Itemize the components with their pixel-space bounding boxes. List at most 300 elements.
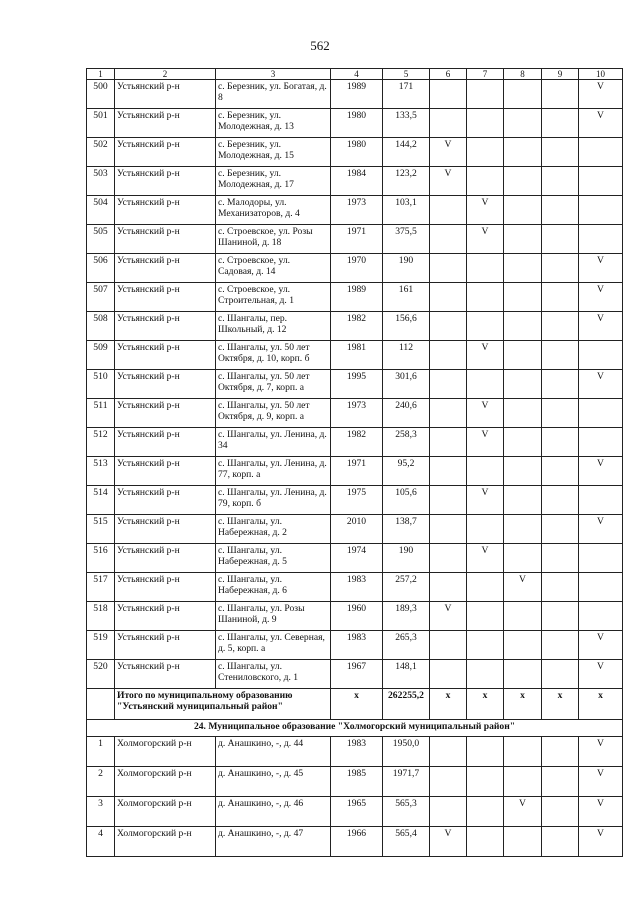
cell-c9 bbox=[542, 767, 579, 797]
cell-c9 bbox=[542, 225, 579, 254]
cell-address: с. Шангалы, ул. 50 лет Октября, д. 9, корп. а bbox=[216, 399, 331, 428]
cell-year: 1983 bbox=[331, 737, 383, 767]
table-row bbox=[87, 515, 623, 544]
cell-area: 103,1 bbox=[383, 196, 430, 225]
cell-c7: V bbox=[467, 225, 504, 254]
cell-area: 189,3 bbox=[383, 602, 430, 631]
cell-c10: V bbox=[579, 797, 623, 827]
cell-area: 123,2 bbox=[383, 167, 430, 196]
cell-address: с. Шангалы, ул. Ленина, д. 34 bbox=[216, 428, 331, 457]
cell-c9 bbox=[542, 486, 579, 515]
cell-address: с. Шангалы, ул. Северная, д. 5, корп. а bbox=[216, 631, 331, 660]
cell-c6 bbox=[430, 767, 467, 797]
cell-c7 bbox=[467, 80, 504, 109]
cell-address: с. Шангалы, ул. Ленина, д. 79, корп. б bbox=[216, 486, 331, 515]
cell-year: 1966 bbox=[331, 827, 383, 857]
cell-area: 265,3 bbox=[383, 631, 430, 660]
table-row bbox=[87, 660, 623, 689]
cell-c8 bbox=[504, 312, 542, 341]
table-row bbox=[87, 312, 623, 341]
cell-c7 bbox=[467, 109, 504, 138]
cell-c7: V bbox=[467, 544, 504, 573]
cell-n: 512 bbox=[87, 428, 115, 457]
cell-c6 bbox=[430, 544, 467, 573]
cell-n: 509 bbox=[87, 341, 115, 370]
table-row bbox=[87, 109, 623, 138]
column-header: 1 bbox=[87, 69, 115, 80]
cell-empty bbox=[87, 689, 115, 720]
cell-c10: V bbox=[579, 631, 623, 660]
cell-year: 1982 bbox=[331, 428, 383, 457]
cell-address: д. Анашкино, -, д. 46 bbox=[216, 797, 331, 827]
cell-n: 518 bbox=[87, 602, 115, 631]
cell-c7 bbox=[467, 283, 504, 312]
cell-year: 1975 bbox=[331, 486, 383, 515]
cell-n: 500 bbox=[87, 80, 115, 109]
cell-area: 133,5 bbox=[383, 109, 430, 138]
cell-district: Устьянский р-н bbox=[115, 486, 216, 515]
cell-c8 bbox=[504, 827, 542, 857]
cell-district: Устьянский р-н bbox=[115, 660, 216, 689]
cell-c8 bbox=[504, 660, 542, 689]
table-row bbox=[87, 573, 623, 602]
cell-c8 bbox=[504, 370, 542, 399]
cell-n: 510 bbox=[87, 370, 115, 399]
cell-address: д. Анашкино, -, д. 45 bbox=[216, 767, 331, 797]
cell-c9 bbox=[542, 312, 579, 341]
cell-district: Холмогорский р-н bbox=[115, 737, 216, 767]
cell-n: 511 bbox=[87, 399, 115, 428]
cell-area: 1950,0 bbox=[383, 737, 430, 767]
cell-c6 bbox=[430, 573, 467, 602]
cell-c6 bbox=[430, 341, 467, 370]
cell-c6 bbox=[430, 631, 467, 660]
table-row bbox=[87, 827, 623, 857]
cell-n: 517 bbox=[87, 573, 115, 602]
cell-c6 bbox=[430, 457, 467, 486]
cell-district: Устьянский р-н bbox=[115, 283, 216, 312]
cell-district: Устьянский р-н bbox=[115, 167, 216, 196]
cell-c6 bbox=[430, 312, 467, 341]
table-row bbox=[87, 602, 623, 631]
cell-address: с. Малодоры, ул. Механизаторов, д. 4 bbox=[216, 196, 331, 225]
cell-c7 bbox=[467, 370, 504, 399]
cell-district: Устьянский р-н bbox=[115, 602, 216, 631]
cell-area: 105,6 bbox=[383, 486, 430, 515]
cell-year: 1980 bbox=[331, 109, 383, 138]
cell-c7 bbox=[467, 660, 504, 689]
table-row bbox=[87, 737, 623, 767]
cell-year: 1971 bbox=[331, 457, 383, 486]
cell-district: Устьянский р-н bbox=[115, 428, 216, 457]
cell-year: 1974 bbox=[331, 544, 383, 573]
column-header: 5 bbox=[383, 69, 430, 80]
table-row bbox=[87, 80, 623, 109]
cell-c6: V bbox=[430, 827, 467, 857]
cell-c7: V bbox=[467, 486, 504, 515]
cell-year: 1995 bbox=[331, 370, 383, 399]
cell-c9 bbox=[542, 370, 579, 399]
cell-district: Устьянский р-н bbox=[115, 80, 216, 109]
cell-c9 bbox=[542, 254, 579, 283]
cell-area: 190 bbox=[383, 254, 430, 283]
cell-c10 bbox=[579, 399, 623, 428]
cell-c8: V bbox=[504, 573, 542, 602]
cell-c9 bbox=[542, 196, 579, 225]
cell-c6 bbox=[430, 370, 467, 399]
column-header: 6 bbox=[430, 69, 467, 80]
total-label: Итого по муниципальному образованию "Устьянский муниципальный район" bbox=[115, 689, 331, 720]
cell-c7 bbox=[467, 797, 504, 827]
cell-area: 148,1 bbox=[383, 660, 430, 689]
cell-c8 bbox=[504, 341, 542, 370]
table-row bbox=[87, 797, 623, 827]
cell-address: д. Анашкино, -, д. 44 bbox=[216, 737, 331, 767]
cell-year: 1973 bbox=[331, 399, 383, 428]
cell-c9 bbox=[542, 167, 579, 196]
cell-area: 156,6 bbox=[383, 312, 430, 341]
cell-c6 bbox=[430, 109, 467, 138]
cell-c7: V bbox=[467, 341, 504, 370]
cell-district: Устьянский р-н bbox=[115, 370, 216, 399]
cell-address: с. Шангалы, пер. Школьный, д. 12 bbox=[216, 312, 331, 341]
total-year: x bbox=[331, 689, 383, 720]
cell-address: с. Березник, ул. Молодежная, д. 17 bbox=[216, 167, 331, 196]
cell-c9 bbox=[542, 737, 579, 767]
cell-district: Холмогорский р-н bbox=[115, 767, 216, 797]
cell-c7 bbox=[467, 138, 504, 167]
cell-n: 501 bbox=[87, 109, 115, 138]
cell-c6 bbox=[430, 399, 467, 428]
cell-year: 1983 bbox=[331, 573, 383, 602]
total-c6: x bbox=[430, 689, 467, 720]
cell-c8 bbox=[504, 254, 542, 283]
cell-c6 bbox=[430, 283, 467, 312]
cell-c6 bbox=[430, 797, 467, 827]
cell-c9 bbox=[542, 797, 579, 827]
table-row bbox=[87, 138, 623, 167]
cell-year: 2010 bbox=[331, 515, 383, 544]
table-row bbox=[87, 283, 623, 312]
cell-n: 516 bbox=[87, 544, 115, 573]
cell-district: Устьянский р-н bbox=[115, 196, 216, 225]
total-c8: x bbox=[504, 689, 542, 720]
cell-area: 565,4 bbox=[383, 827, 430, 857]
cell-c10: V bbox=[579, 109, 623, 138]
cell-c8 bbox=[504, 631, 542, 660]
cell-n: 508 bbox=[87, 312, 115, 341]
cell-n: 513 bbox=[87, 457, 115, 486]
cell-c9 bbox=[542, 399, 579, 428]
cell-address: с. Шангалы, ул. Розы Шаниной, д. 9 bbox=[216, 602, 331, 631]
cell-c10 bbox=[579, 544, 623, 573]
cell-n: 502 bbox=[87, 138, 115, 167]
total-c9: x bbox=[542, 689, 579, 720]
column-header: 3 bbox=[216, 69, 331, 80]
cell-c7 bbox=[467, 312, 504, 341]
cell-c6 bbox=[430, 486, 467, 515]
cell-c7: V bbox=[467, 399, 504, 428]
cell-district: Устьянский р-н bbox=[115, 399, 216, 428]
cell-c6: V bbox=[430, 167, 467, 196]
cell-n: 506 bbox=[87, 254, 115, 283]
cell-c8 bbox=[504, 399, 542, 428]
total-area: 262255,2 bbox=[383, 689, 430, 720]
cell-year: 1989 bbox=[331, 283, 383, 312]
cell-year: 1985 bbox=[331, 767, 383, 797]
cell-c10 bbox=[579, 196, 623, 225]
table-row bbox=[87, 196, 623, 225]
cell-year: 1970 bbox=[331, 254, 383, 283]
cell-c6 bbox=[430, 660, 467, 689]
cell-address: с. Строевское, ул. Строительная, д. 1 bbox=[216, 283, 331, 312]
cell-c8 bbox=[504, 167, 542, 196]
cell-c10 bbox=[579, 138, 623, 167]
cell-district: Устьянский р-н bbox=[115, 254, 216, 283]
cell-c7 bbox=[467, 737, 504, 767]
cell-c6 bbox=[430, 515, 467, 544]
cell-address: с. Шангалы, ул. Набережная, д. 5 bbox=[216, 544, 331, 573]
table-row bbox=[87, 486, 623, 515]
section-title: 24. Муниципальное образование "Холмогорский муниципальный район" bbox=[87, 720, 623, 737]
cell-c7 bbox=[467, 254, 504, 283]
cell-address: с. Шангалы, ул. 50 лет Октября, д. 10, корп. б bbox=[216, 341, 331, 370]
cell-c8 bbox=[504, 428, 542, 457]
cell-c8 bbox=[504, 515, 542, 544]
cell-year: 1980 bbox=[331, 138, 383, 167]
cell-c9 bbox=[542, 602, 579, 631]
total-c10: x bbox=[579, 689, 623, 720]
cell-district: Устьянский р-н bbox=[115, 573, 216, 602]
cell-n: 3 bbox=[87, 797, 115, 827]
cell-c10: V bbox=[579, 660, 623, 689]
cell-c10: V bbox=[579, 283, 623, 312]
total-c7: x bbox=[467, 689, 504, 720]
column-header: 9 bbox=[542, 69, 579, 80]
cell-c6 bbox=[430, 428, 467, 457]
cell-year: 1982 bbox=[331, 312, 383, 341]
cell-address: с. Шангалы, ул. 50 лет Октября, д. 7, корп. а bbox=[216, 370, 331, 399]
cell-area: 301,6 bbox=[383, 370, 430, 399]
cell-c8 bbox=[504, 196, 542, 225]
cell-c9 bbox=[542, 573, 579, 602]
cell-c9 bbox=[542, 109, 579, 138]
total-row bbox=[87, 689, 623, 720]
cell-c7 bbox=[467, 602, 504, 631]
table-row bbox=[87, 254, 623, 283]
cell-c9 bbox=[542, 80, 579, 109]
cell-c10: V bbox=[579, 737, 623, 767]
cell-district: Устьянский р-н bbox=[115, 457, 216, 486]
cell-c6: V bbox=[430, 138, 467, 167]
cell-c9 bbox=[542, 544, 579, 573]
cell-c8: V bbox=[504, 797, 542, 827]
cell-c7 bbox=[467, 767, 504, 797]
cell-n: 507 bbox=[87, 283, 115, 312]
cell-c7 bbox=[467, 631, 504, 660]
cell-c10 bbox=[579, 167, 623, 196]
cell-n: 515 bbox=[87, 515, 115, 544]
cell-c8 bbox=[504, 602, 542, 631]
cell-c10 bbox=[579, 602, 623, 631]
cell-c8 bbox=[504, 486, 542, 515]
cell-c10 bbox=[579, 225, 623, 254]
cell-c7 bbox=[467, 515, 504, 544]
cell-area: 1971,7 bbox=[383, 767, 430, 797]
cell-address: с. Шангалы, ул. Набережная, д. 6 bbox=[216, 573, 331, 602]
cell-c10: V bbox=[579, 827, 623, 857]
cell-c7 bbox=[467, 167, 504, 196]
cell-address: с. Шангалы, ул. Ленина, д. 77, корп. а bbox=[216, 457, 331, 486]
cell-district: Устьянский р-н bbox=[115, 312, 216, 341]
cell-area: 240,6 bbox=[383, 399, 430, 428]
cell-c10 bbox=[579, 573, 623, 602]
cell-area: 565,3 bbox=[383, 797, 430, 827]
cell-area: 138,7 bbox=[383, 515, 430, 544]
cell-c8 bbox=[504, 109, 542, 138]
cell-district: Устьянский р-н bbox=[115, 109, 216, 138]
cell-c10: V bbox=[579, 515, 623, 544]
cell-c9 bbox=[542, 457, 579, 486]
cell-year: 1981 bbox=[331, 341, 383, 370]
cell-year: 1983 bbox=[331, 631, 383, 660]
column-header: 4 bbox=[331, 69, 383, 80]
cell-c10 bbox=[579, 428, 623, 457]
cell-c8 bbox=[504, 225, 542, 254]
cell-c10 bbox=[579, 341, 623, 370]
cell-c6 bbox=[430, 196, 467, 225]
cell-n: 504 bbox=[87, 196, 115, 225]
cell-c8 bbox=[504, 737, 542, 767]
cell-area: 95,2 bbox=[383, 457, 430, 486]
cell-n: 520 bbox=[87, 660, 115, 689]
cell-c8 bbox=[504, 544, 542, 573]
cell-area: 171 bbox=[383, 80, 430, 109]
cell-c10: V bbox=[579, 312, 623, 341]
table-row bbox=[87, 544, 623, 573]
cell-address: с. Березник, ул. Молодежная, д. 15 bbox=[216, 138, 331, 167]
table-row bbox=[87, 767, 623, 797]
cell-n: 514 bbox=[87, 486, 115, 515]
cell-n: 503 bbox=[87, 167, 115, 196]
cell-area: 257,2 bbox=[383, 573, 430, 602]
cell-c9 bbox=[542, 341, 579, 370]
cell-c10: V bbox=[579, 457, 623, 486]
cell-area: 375,5 bbox=[383, 225, 430, 254]
cell-n: 2 bbox=[87, 767, 115, 797]
cell-n: 505 bbox=[87, 225, 115, 254]
cell-c10: V bbox=[579, 80, 623, 109]
cell-address: с. Березник, ул. Богатая, д. 8 bbox=[216, 80, 331, 109]
cell-c9 bbox=[542, 428, 579, 457]
cell-year: 1960 bbox=[331, 602, 383, 631]
table-row bbox=[87, 428, 623, 457]
cell-c9 bbox=[542, 138, 579, 167]
cell-c6 bbox=[430, 225, 467, 254]
cell-district: Устьянский р-н bbox=[115, 544, 216, 573]
cell-address: с. Строевское, ул. Розы Шаниной, д. 18 bbox=[216, 225, 331, 254]
cell-year: 1984 bbox=[331, 167, 383, 196]
cell-c10 bbox=[579, 486, 623, 515]
column-header: 8 bbox=[504, 69, 542, 80]
cell-district: Устьянский р-н bbox=[115, 225, 216, 254]
cell-area: 112 bbox=[383, 341, 430, 370]
page-number: 562 bbox=[310, 38, 330, 53]
cell-address: с. Строевское, ул. Садовая, д. 14 bbox=[216, 254, 331, 283]
cell-district: Холмогорский р-н bbox=[115, 827, 216, 857]
cell-c7 bbox=[467, 457, 504, 486]
cell-address: д. Анашкино, -, д. 47 bbox=[216, 827, 331, 857]
column-header: 7 bbox=[467, 69, 504, 80]
cell-district: Устьянский р-н bbox=[115, 631, 216, 660]
cell-n: 519 bbox=[87, 631, 115, 660]
header-row bbox=[87, 69, 623, 80]
cell-n: 4 bbox=[87, 827, 115, 857]
table-row bbox=[87, 370, 623, 399]
column-header: 10 bbox=[579, 69, 623, 80]
cell-c8 bbox=[504, 283, 542, 312]
cell-c8 bbox=[504, 767, 542, 797]
cell-c7 bbox=[467, 573, 504, 602]
cell-c6 bbox=[430, 80, 467, 109]
cell-c8 bbox=[504, 457, 542, 486]
cell-c7 bbox=[467, 827, 504, 857]
cell-district: Устьянский р-н bbox=[115, 138, 216, 167]
column-header: 2 bbox=[115, 69, 216, 80]
cell-c8 bbox=[504, 138, 542, 167]
table-row bbox=[87, 167, 623, 196]
cell-address: с. Шангалы, ул. Стениловского, д. 1 bbox=[216, 660, 331, 689]
cell-year: 1989 bbox=[331, 80, 383, 109]
cell-area: 161 bbox=[383, 283, 430, 312]
cell-c7: V bbox=[467, 196, 504, 225]
cell-c6 bbox=[430, 254, 467, 283]
cell-n: 1 bbox=[87, 737, 115, 767]
cell-c10: V bbox=[579, 254, 623, 283]
cell-c9 bbox=[542, 827, 579, 857]
section-row bbox=[87, 720, 623, 737]
cell-c9 bbox=[542, 660, 579, 689]
cell-c9 bbox=[542, 515, 579, 544]
cell-address: с. Шангалы, ул. Набережная, д. 2 bbox=[216, 515, 331, 544]
cell-year: 1967 bbox=[331, 660, 383, 689]
cell-year: 1965 bbox=[331, 797, 383, 827]
table-row bbox=[87, 341, 623, 370]
cell-c10: V bbox=[579, 767, 623, 797]
cell-c9 bbox=[542, 283, 579, 312]
cell-c7: V bbox=[467, 428, 504, 457]
table-row bbox=[87, 457, 623, 486]
cell-c10: V bbox=[579, 370, 623, 399]
cell-area: 190 bbox=[383, 544, 430, 573]
cell-year: 1971 bbox=[331, 225, 383, 254]
table-row bbox=[87, 399, 623, 428]
cell-c6: V bbox=[430, 602, 467, 631]
cell-c6 bbox=[430, 737, 467, 767]
table-row bbox=[87, 631, 623, 660]
cell-area: 258,3 bbox=[383, 428, 430, 457]
cell-address: с. Березник, ул. Молодежная, д. 13 bbox=[216, 109, 331, 138]
housing-table bbox=[86, 68, 623, 857]
cell-district: Холмогорский р-н bbox=[115, 797, 216, 827]
cell-c8 bbox=[504, 80, 542, 109]
cell-district: Устьянский р-н bbox=[115, 341, 216, 370]
table-row bbox=[87, 225, 623, 254]
cell-district: Устьянский р-н bbox=[115, 515, 216, 544]
cell-year: 1973 bbox=[331, 196, 383, 225]
cell-area: 144,2 bbox=[383, 138, 430, 167]
cell-c9 bbox=[542, 631, 579, 660]
